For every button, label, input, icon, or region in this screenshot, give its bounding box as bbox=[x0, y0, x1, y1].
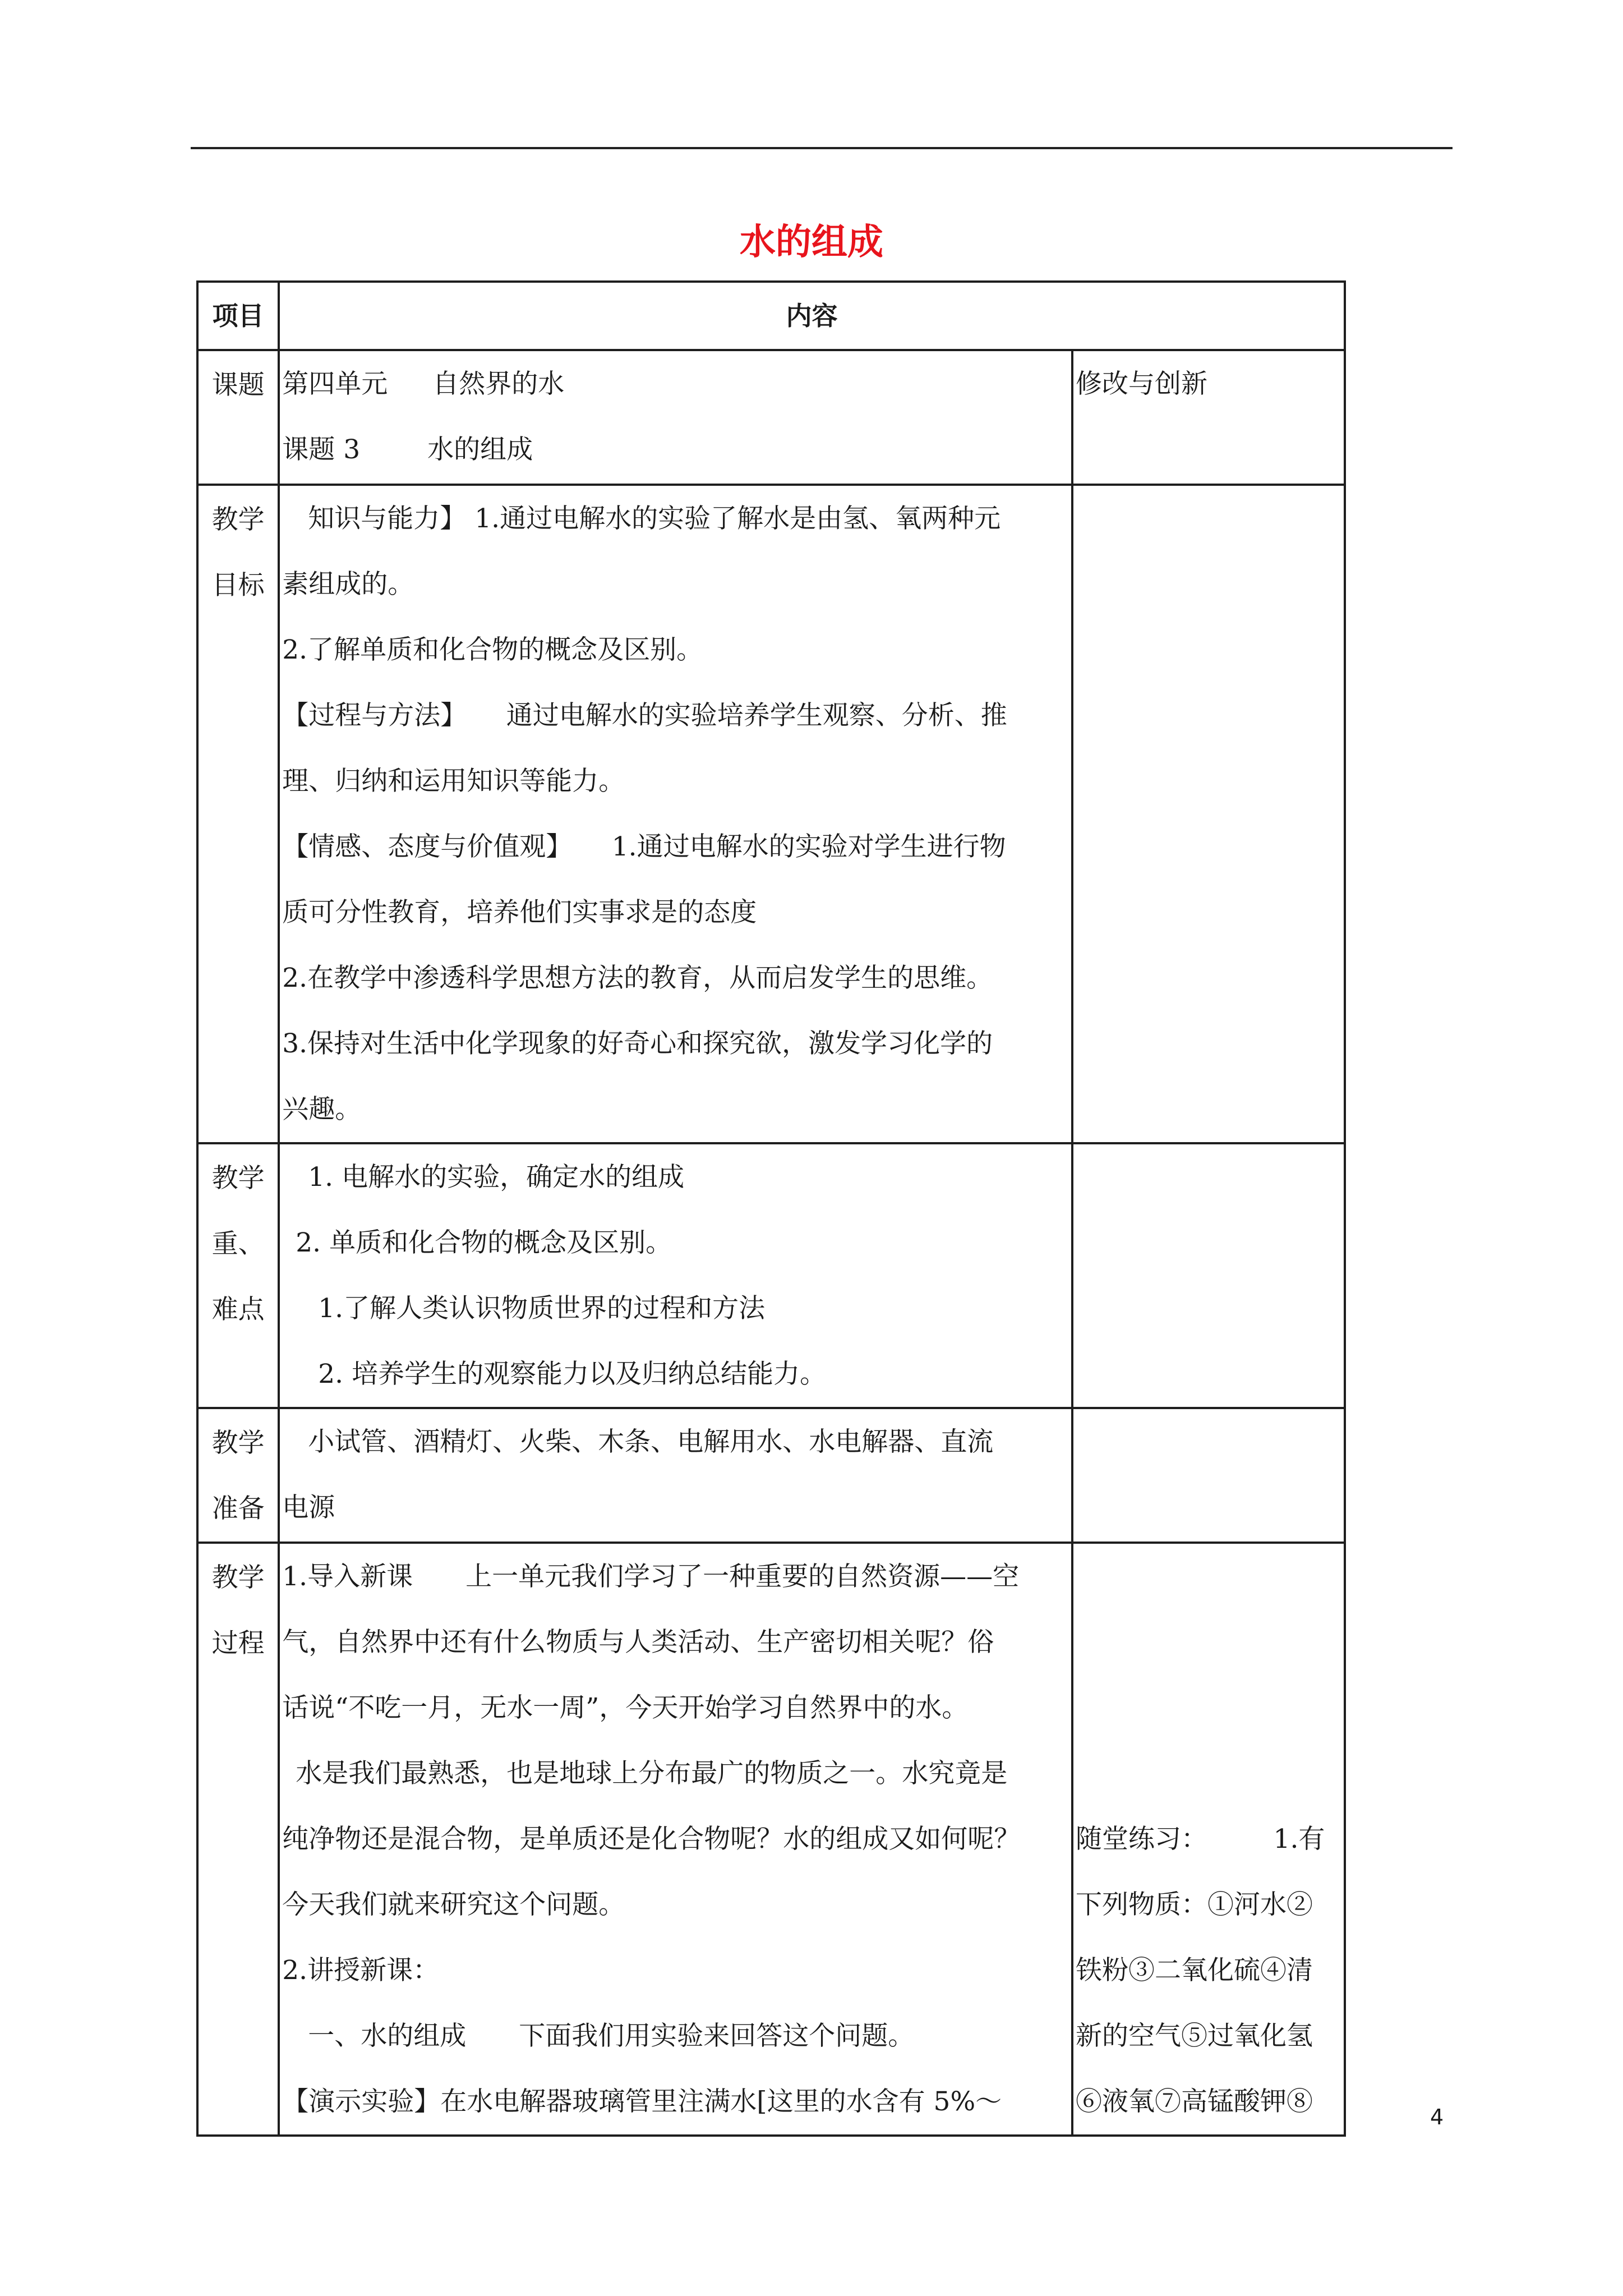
document-title: 水的组成 bbox=[740, 222, 883, 263]
key-points-notes bbox=[1072, 1143, 1345, 1408]
preparation-label: 教学 准备 bbox=[197, 1408, 279, 1543]
page-number: 4 bbox=[1430, 2105, 1444, 2129]
header-content: 内容 bbox=[279, 282, 1345, 350]
goals-label: 教学 目标 bbox=[197, 485, 279, 1143]
header-item: 项目 bbox=[197, 282, 279, 350]
topic-content: 第四单元 自然界的水 课题 3 水的组成 bbox=[279, 350, 1072, 485]
goals-content: 知识与能力】 1.通过电解水的实验了解水是由氢、氧两种元 素组成的。 2.了解单质和化合物的概念及区别。 【过程与方法】 通过电解水的实验培养学生观察、分析、推 理、归纳和运用知识等能力。 【情感、态度与价值观】 1.通过电解水的实验对学生进行物 质可分性教育，培养他们实事求是的态度 2.在教学中渗透科学思想方法的教育，从而启发学生的思维。 3.保持对生活中化学现象的好奇心和探究欲，激发学习化学的 兴趣。 bbox=[279, 485, 1072, 1143]
row-teaching-goals bbox=[197, 485, 1345, 1143]
goals-notes bbox=[1072, 485, 1345, 1143]
preparation-content: 小试管、酒精灯、火柴、木条、电解用水、水电解器、直流 电源 bbox=[279, 1408, 1072, 1543]
process-content: 1.导入新课 上一单元我们学习了一种重要的自然资源——空 气，自然界中还有什么物质与人类活动、生产密切相关呢？俗 话说“不吃一月，无水一周”，今天开始学习自然界中的水。 水是我们最熟悉，也是地球上分布最广的物质之一。水究竟是 纯净物还是混合物，是单质还是化合物呢？水的组成又如何呢？ 今天我们就来研究这个问题。 2.讲授新课： 一、水的组成 下面我们用实验来回答这个问题。 【演示实验】在水电解器玻璃管里注满水[这里的水含有 5%～ bbox=[279, 1543, 1072, 2136]
row-preparation bbox=[197, 1408, 1345, 1543]
header-rule bbox=[191, 147, 1453, 149]
row-key-points bbox=[197, 1143, 1345, 1408]
preparation-notes bbox=[1072, 1408, 1345, 1543]
row-topic bbox=[197, 350, 1345, 485]
topic-notes: 修改与创新 bbox=[1072, 350, 1345, 485]
lesson-plan-table bbox=[196, 280, 1346, 2137]
key-points-content: 1. 电解水的实验，确定水的组成 2. 单质和化合物的概念及区别。 1.了解人类认识物质世界的过程和方法 2. 培养学生的观察能力以及归纳总结能力。 bbox=[279, 1143, 1072, 1408]
row-teaching-process bbox=[197, 1543, 1345, 2136]
process-label: 教学 过程 bbox=[197, 1543, 279, 2136]
process-notes: 随堂练习： 1.有 下列物质：①河水② 铁粉③二氧化硫④清 新的空气⑤过氧化氢 ⑥液氧⑦高锰酸钾⑧ bbox=[1072, 1543, 1345, 2136]
topic-label: 课题 bbox=[197, 350, 279, 485]
key-points-label: 教学 重、 难点 bbox=[197, 1143, 279, 1408]
table-header-row bbox=[197, 282, 1345, 350]
